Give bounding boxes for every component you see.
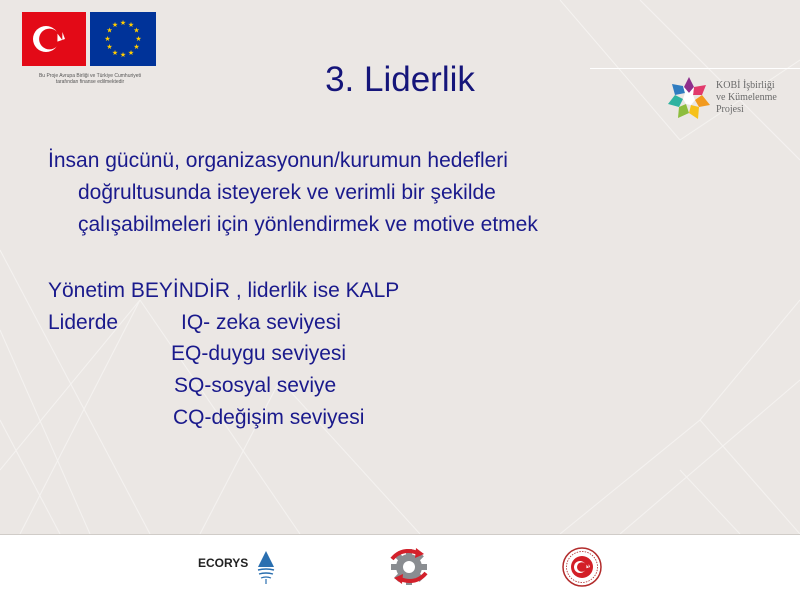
- svg-text:★: ★: [111, 49, 119, 57]
- management-vs-leadership: Yönetim BEYİNDİR , liderlik ise KALP: [48, 279, 400, 302]
- definition-line: doğrultusunda isteyerek ve verimli bir şekilde: [78, 181, 496, 204]
- svg-text:★: ★: [119, 51, 127, 59]
- svg-text:★: ★: [135, 35, 142, 43]
- svg-text:★: ★: [133, 26, 140, 35]
- svg-text:★: ★: [127, 49, 135, 57]
- title-divider: [590, 68, 800, 69]
- svg-text:★: ★: [104, 35, 111, 43]
- kobi-line: KOBİ İşbirliği: [716, 80, 775, 91]
- definition-line: çalışabilmeleri için yönlendirmek ve motive etmek: [78, 213, 538, 236]
- kobi-line: Projesi: [716, 104, 744, 115]
- funding-note: Bu Proje Avrupa Birliği ve Türkiye Cumhuriyeti tarafından finanse edilmektedir: [38, 73, 142, 85]
- intelligence-item-eq: EQ-duygu seviyesi: [171, 342, 347, 365]
- kobi-project-name: [716, 80, 798, 116]
- slide-title: 3. Liderlik: [325, 60, 475, 99]
- svg-text:★: ★: [133, 43, 140, 51]
- svg-text:★: ★: [106, 26, 113, 35]
- ecorys-logo-icon: [198, 549, 278, 585]
- intelligence-item-iq: IQ- zeka seviyesi: [181, 311, 341, 334]
- ministry-seal-icon: [561, 546, 603, 588]
- turkey-flag-icon: [22, 12, 86, 66]
- kobi-star-logo-icon: [666, 75, 712, 121]
- intelligence-item-cq: CQ-değişim seviyesi: [173, 406, 365, 429]
- svg-text:★: ★: [127, 21, 135, 29]
- svg-text:★: ★: [119, 19, 127, 27]
- intelligence-item-sq: SQ-sosyal seviye: [174, 374, 337, 397]
- eu-flag-icon: [90, 12, 156, 66]
- leader-label: Liderde: [48, 311, 119, 334]
- kobi-line: ve Kümelenme: [716, 92, 777, 103]
- ecorys-logo-text: ECORYS: [198, 556, 249, 570]
- gear-arrows-logo-icon: [386, 545, 432, 587]
- definition-line: İnsan gücünü, organizasyonun/kurumun hedefleri: [48, 149, 508, 172]
- svg-text:★: ★: [106, 43, 113, 51]
- svg-text:★: ★: [111, 21, 119, 29]
